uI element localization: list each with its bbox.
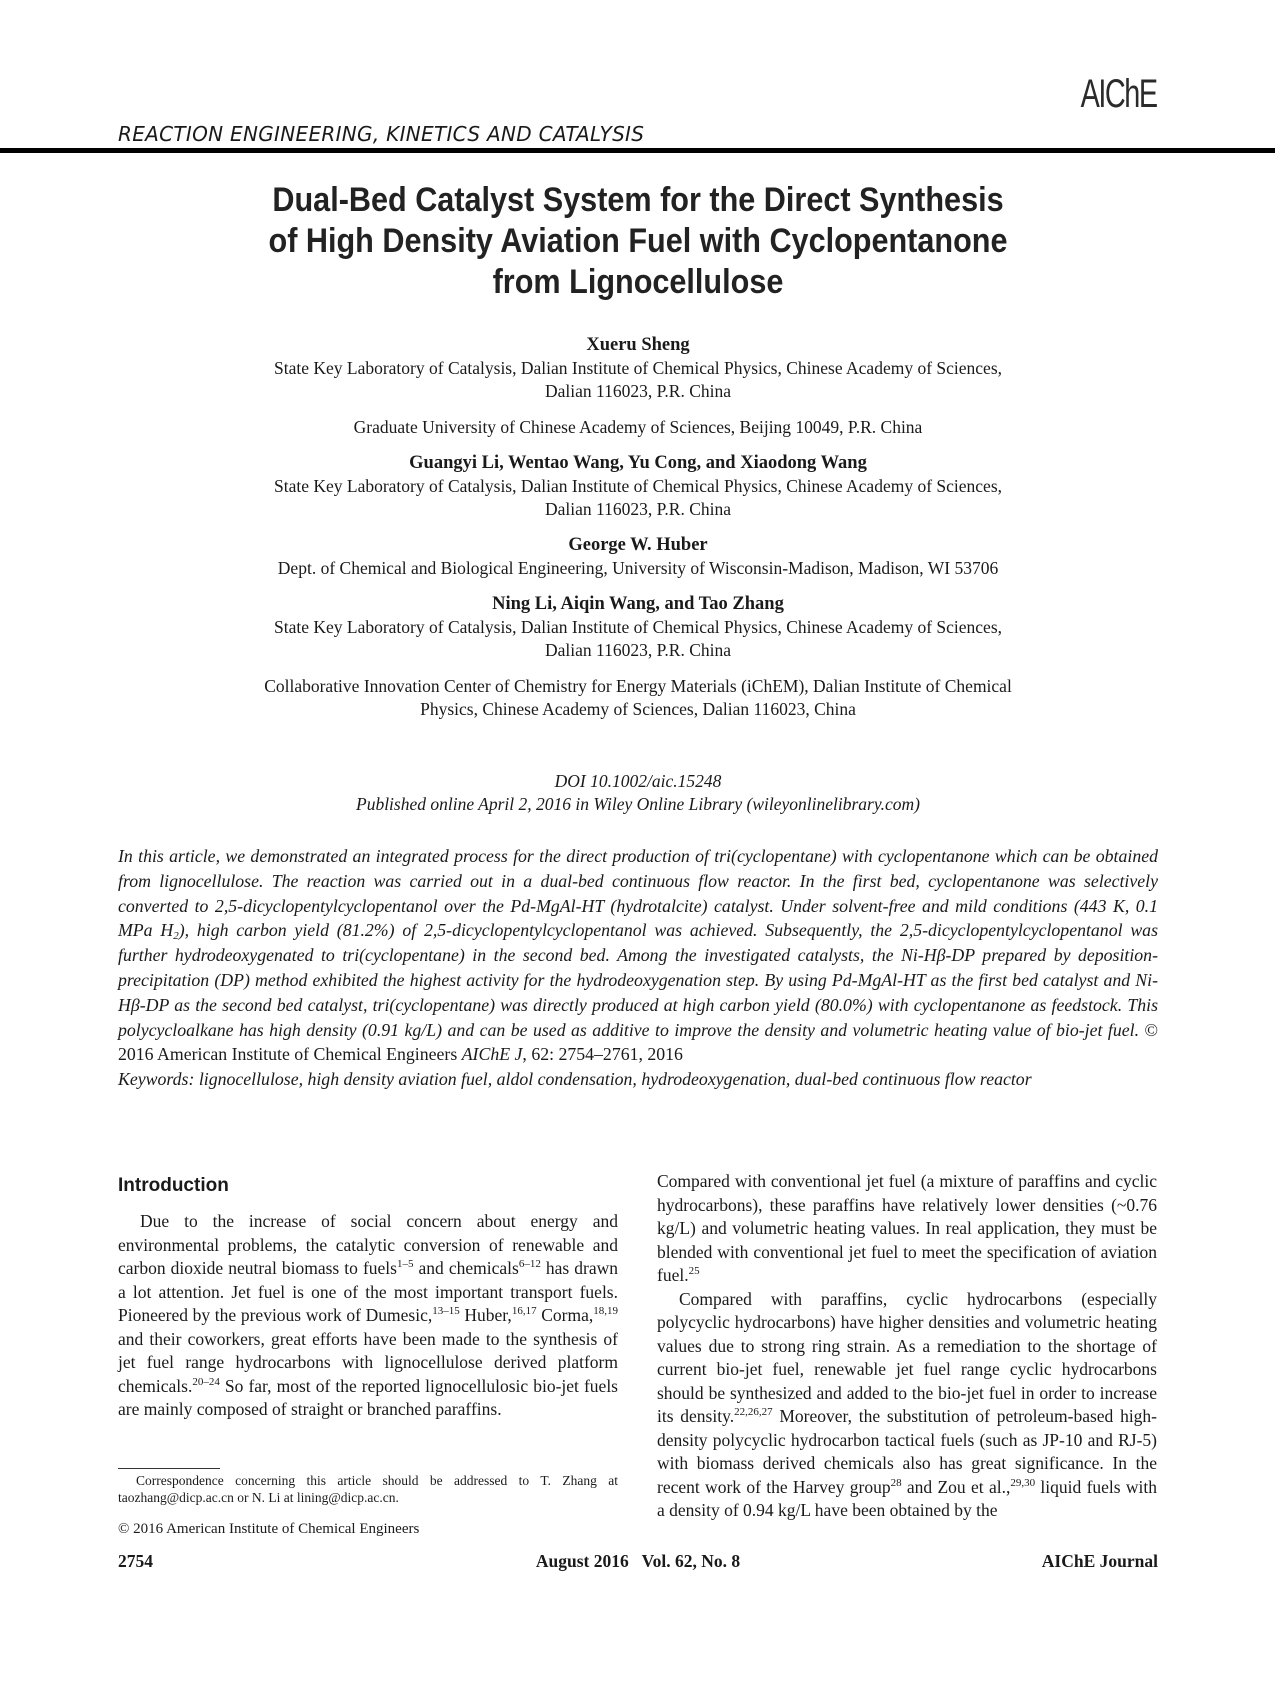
affiliation: Collaborative Innovation Center of Chemistry for Energy Materials (iChEM), Dalian Institute of Chemical [264, 676, 1012, 696]
abstract-text: In this article, we demonstrated an integrated process for the direct production of tri(cyclopentane) with cyclopentanone which can be obtained from lignocellulose. The reaction was carried out in a dual-bed continuous flow reactor. In the first bed, cyclopentanone was selectively converted to 2,5-dicyclopentylcyclopentanol over the Pd-MgAl-HT (hydrotalcite) catalyst. Under solvent-free and mild conditions (443 K, 0.1 MPa $H_2$), high carbon yield (81.2%) of 2,5-dicyclopentylcyclopentanol was achieved. Subsequently, the 2,5-dicyclopentylcyclopentanol was further hydrodeoxygenated to tri(cyclopentane) in the second bed. Among the investigated catalysts, the Ni-Hβ-DP prepared by deposition-precipitation (DP) method exhibited the highest activity for the hydrodeoxygenation step. By using Pd-MgAl-HT as the first bed catalyst and Ni-Hβ-DP as the second bed catalyst, tri(cyclopentane) was directly produced at high carbon yield (80.0%) with cyclopentanone as feedstock. This polycycloalkane has high density (0.91 kg/L) and can be used as additive to improve the density and volumetric heating value of bio-jet fuel. © 2016 American Institute of Chemical Engineers AIChE J, 62: 2754–2761, 2016 [118, 846, 1158, 1065]
doi[interactable]: DOI 10.1002/aic.15248 [554, 771, 722, 791]
citation-ref[interactable]: 1–5 [396, 1258, 414, 1270]
paragraph: Compared with paraffins, cyclic hydrocarbons (especially polycyclic hydrocarbons) have higher densities and volumetric heating values due to strong ring strain. As a remediation to the shortage of current bio-jet fuel, renewable jet fuel range cyclic hydrocarbons should be synthesized and added to the bio-jet fuel in order to increase its density.$^{22,26,27}$ Moreover, the substitution of petroleum-based high-density polycyclic hydrocarbon tactical fuels (such as JP-10 and RJ-5) with biomass derived chemicals also has great significance. In the recent work of the Harvey group$^{28}$ and Zou et al.,$^{29,30}$ liquid fuels with a density of 0.94 kg/L have been obtained by the [657, 1288, 1158, 1520]
citation-ref[interactable]: 29,30 [1010, 1476, 1036, 1489]
author-name: Ning Li, Aiqin Wang, and Tao Zhang [492, 594, 784, 614]
journal-name: AIChE Journal [1041, 1551, 1158, 1571]
author-name: Guangyi Li, Wentao Wang, Yu Cong, and Xiaodong Wang [409, 453, 867, 473]
affiliation: State Key Laboratory of Catalysis, Dalian Institute of Chemical Physics, Chinese Academy of Sciences, [273, 358, 1003, 378]
citation-ref[interactable]: 18,19 [593, 1305, 618, 1317]
affiliation: Dalian 116023, P.R. China [544, 640, 731, 660]
affiliation: State Key Laboratory of Catalysis, Dalian Institute of Chemical Physics, Chinese Academy of Sciences, [273, 476, 1003, 496]
introduction-heading: Introduction [118, 1175, 229, 1196]
journal-abbreviation: AIChE J [461, 1044, 523, 1065]
article-title [170, 180, 1106, 303]
author-name: George W. Huber [568, 535, 708, 555]
affiliation: Dalian 116023, P.R. China [544, 381, 731, 401]
citation-ref[interactable]: 25 [688, 1265, 700, 1277]
citation-ref[interactable]: 28 [890, 1476, 902, 1489]
doi-block [118, 770, 1158, 816]
affiliation: State Key Laboratory of Catalysis, Dalian Institute of Chemical Physics, Chinese Academy of Sciences, [273, 617, 1003, 637]
abstract [118, 844, 1158, 1092]
affiliation: Physics, Chinese Academy of Sciences, Dalian 116023, China [420, 699, 856, 719]
title-line: Dual-Bed Catalyst System for the Direct Synthesis [272, 181, 1004, 219]
header-rule [0, 148, 1275, 153]
author-name: Xueru Sheng [586, 335, 690, 355]
page-number: 2754 [118, 1551, 153, 1571]
publication-note: Published online April 2, 2016 in Wiley Online Library (wileyonlinelibrary.com) [356, 794, 920, 814]
author-block [118, 334, 1158, 721]
introduction-left-column: Due to the increase of social concern about energy and environmental problems, the catalytic conversion of renewable and carbon dioxide neutral biomass to fuels$^{1-5}$ and chemicals$^{6-12}$ has drawn a lot attention. Jet fuel is one of the most important transport fuels. Pioneered by the previous work of Dumesic,$^{13-15}$ Huber,$^{16,17}$ Corma,$^{18,19}$ and their coworkers, great efforts have been made to the synthesis of jet fuel range hydrocarbons with lignocellulose derived platform chemicals.$^{20-24}$ So far, most of the reported lignocellulosic bio-jet fuels are mainly composed of straight or branched paraffins. [118, 1211, 619, 1419]
affiliation: Graduate University of Chinese Academy of Sciences, Beijing 10049, P.R. China [353, 417, 923, 437]
correspondence-footnote: Correspondence concerning this article should be addressed to T. Zhang at taozhang@dicp.ac.cn or N. Li at lining@dicp.ac.cn. [118, 1473, 618, 1505]
citation-ref[interactable]: 13–15 [432, 1305, 460, 1317]
footnote-rule [118, 1468, 220, 1469]
journal-logo: AIChE [1080, 72, 1157, 116]
citation-ref[interactable]: 20–24 [192, 1375, 220, 1388]
citation-ref[interactable]: 6–12 [518, 1258, 541, 1270]
citation-ref[interactable]: 22,26,27 [734, 1406, 773, 1418]
section-heading: REACTION ENGINEERING, KINETICS AND CATALYSIS [118, 122, 645, 146]
keywords: Keywords: lignocellulose, high density aviation fuel, aldol condensation, hydrodeoxygenation, dual-bed continuous flow reactor [118, 1069, 1032, 1090]
introduction-right-column [657, 1170, 1157, 1523]
issue-info: August 2016 Vol. 62, No. 8 [535, 1551, 741, 1571]
affiliation: Dept. of Chemical and Biological Engineering, University of Wisconsin-Madison, Madison, WI 53706 [277, 558, 999, 578]
citation-ref[interactable]: 16,17 [511, 1305, 537, 1317]
paragraph: Compared with conventional jet fuel (a mixture of paraffins and cyclic hydrocarbons), these paraffins have relatively lower densities (~0.76 kg/L) and volumetric heating values. In real application, they must be blended with conventional jet fuel to meet the specification of aviation fuel.$^{25}$ [657, 1171, 1157, 1285]
title-line: from Lignocellulose [492, 263, 784, 301]
copyright-notice: © 2016 American Institute of Chemical Engineers [118, 1521, 420, 1537]
title-line: of High Density Aviation Fuel with Cyclopentanone [268, 222, 1008, 260]
affiliation: Dalian 116023, P.R. China [544, 499, 731, 519]
